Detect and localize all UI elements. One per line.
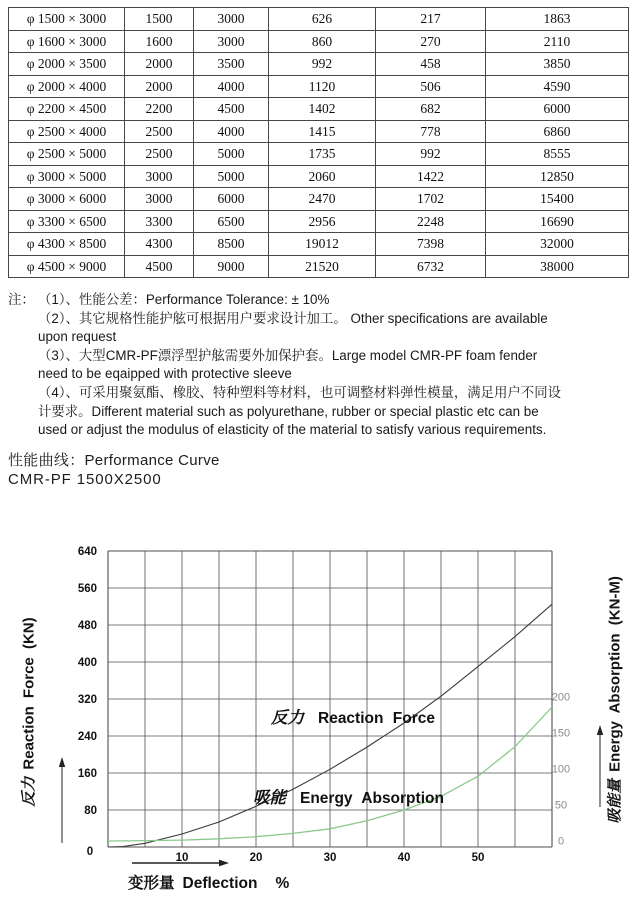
table-row	[9, 188, 629, 211]
table-cell: 860	[269, 30, 376, 53]
table-cell: 3000	[125, 188, 194, 211]
table-cell: 6500	[194, 210, 269, 233]
table-cell: 992	[376, 143, 486, 166]
x-tick-label: 50	[471, 852, 485, 864]
table-cell: 4590	[486, 75, 629, 98]
origin-tick-label: 0	[86, 846, 94, 858]
table-cell: 3000	[125, 165, 194, 188]
x-axis-title	[128, 871, 289, 893]
table-cell: 2000	[125, 53, 194, 76]
table-cell: φ 3000 × 5000	[9, 165, 125, 188]
table-cell: 5000	[194, 143, 269, 166]
x-tick-label: 20	[249, 852, 263, 864]
table-cell: 2470	[269, 188, 376, 211]
table-cell: 2500	[125, 143, 194, 166]
table-cell: 38000	[486, 255, 629, 278]
table-cell: 1735	[269, 143, 376, 166]
y-right-tick-label: 50	[554, 799, 568, 812]
x-axis-title-cn: 变形量	[128, 875, 175, 892]
table-cell: φ 4300 × 8500	[9, 233, 125, 256]
note-line: upon request	[38, 329, 117, 345]
table-cell: 778	[376, 120, 486, 143]
y-left-tick-label: 80	[84, 805, 97, 817]
table-cell: 6732	[376, 255, 486, 278]
reaction-label-cn: 反力	[271, 709, 304, 727]
table-cell: 32000	[486, 233, 629, 256]
table-cell: φ 4500 × 9000	[9, 255, 125, 278]
table-cell: 4000	[194, 75, 269, 98]
table-cell: φ 2000 × 3500	[9, 53, 125, 76]
table-cell: φ 2000 × 4000	[9, 75, 125, 98]
table-cell: 3850	[486, 53, 629, 76]
table-cell: φ 3300 × 6500	[9, 210, 125, 233]
y-right-tick-label: 150	[551, 727, 571, 740]
y-right-tick-label: 200	[551, 691, 571, 704]
x-tick-label: 10	[175, 852, 189, 864]
note-line: need to be eqaipped with protective sleeve	[38, 366, 292, 382]
table-row	[9, 233, 629, 256]
x-axis-title-en: Deflection	[182, 875, 258, 892]
table-cell: 2248	[376, 210, 486, 233]
table-cell: φ 2500 × 5000	[9, 143, 125, 166]
table-cell: 1702	[376, 188, 486, 211]
y-left-tick-label: 400	[77, 657, 97, 669]
note-line: （1）、性能公差：Performance Tolerance: ± 10%	[38, 292, 330, 307]
table-cell: 458	[376, 53, 486, 76]
table-cell: 6000	[486, 98, 629, 121]
table-cell: 1422	[376, 165, 486, 188]
table-cell: 6860	[486, 120, 629, 143]
x-tick-label: 30	[323, 852, 337, 864]
notes-lines	[38, 291, 632, 440]
y-left-axis-title-en: Reaction Force (KN)	[20, 617, 38, 770]
x-tick-label: 40	[397, 852, 411, 864]
performance-curve-heading: 性能曲线：Performance Curve	[8, 452, 220, 469]
table-cell: 506	[376, 75, 486, 98]
table-cell: 8500	[194, 233, 269, 256]
table-cell: 1402	[269, 98, 376, 121]
reaction-label-en: Reaction Force	[318, 710, 435, 727]
table-cell: 1863	[486, 8, 629, 31]
table-cell: 3500	[194, 53, 269, 76]
table-cell: 2060	[269, 165, 376, 188]
y-right-axis-title	[604, 576, 625, 824]
table-cell: 6000	[194, 188, 269, 211]
table-cell: 270	[376, 30, 486, 53]
table-row	[9, 120, 629, 143]
table-cell: 4300	[125, 233, 194, 256]
y-right-tick-label: 100	[551, 763, 571, 776]
table-cell: 992	[269, 53, 376, 76]
table-cell: 1415	[269, 120, 376, 143]
table-cell: 3000	[194, 30, 269, 53]
y-left-tick-label: 320	[77, 694, 97, 706]
table-cell: 2200	[125, 98, 194, 121]
table-row	[9, 30, 629, 53]
table-cell: 12850	[486, 165, 629, 188]
table-cell: 5000	[194, 165, 269, 188]
table-cell: 626	[269, 8, 376, 31]
table-cell: 7398	[376, 233, 486, 256]
table-row	[9, 75, 629, 98]
y-left-tick-label: 160	[77, 768, 97, 780]
note-line: 计要求。Different material such as polyurethane, rubber or special plastic etc can be	[38, 403, 539, 419]
table-cell: 15400	[486, 188, 629, 211]
y-right-tick-label: 0	[557, 835, 565, 848]
table-cell: 4500	[125, 255, 194, 278]
note-line: （4）、可采用聚氨酯、橡胶、特种塑料等材料，也可调整材料弹性模量，满足用户不同设	[38, 384, 561, 400]
table-cell: 1500	[125, 8, 194, 31]
table-cell: 1120	[269, 75, 376, 98]
notes-prefix: 注：	[8, 292, 35, 307]
y-left-tick-label: 240	[77, 731, 97, 743]
table-cell: 3300	[125, 210, 194, 233]
table-cell: 682	[376, 98, 486, 121]
table-cell: φ 2200 × 4500	[9, 98, 125, 121]
table-cell: 1600	[125, 30, 194, 53]
table-row	[9, 255, 629, 278]
table-cell: 2500	[125, 120, 194, 143]
reaction-force-curve-label	[271, 704, 435, 728]
table-row	[9, 143, 629, 166]
table-row	[9, 98, 629, 121]
table-cell: 4000	[194, 120, 269, 143]
y-right-axis-title-en: Energy Absorption (KN-M)	[606, 576, 624, 772]
table-cell: φ 3000 × 6000	[9, 188, 125, 211]
table-cell: 217	[376, 8, 486, 31]
table-cell: 16690	[486, 210, 629, 233]
y-right-axis-arrowhead	[597, 725, 603, 735]
y-left-tick-label: 480	[77, 620, 97, 632]
table-row	[9, 165, 629, 188]
y-left-axis-arrowhead	[59, 757, 65, 767]
y-left-tick-label: 640	[77, 546, 97, 558]
spec-table	[8, 7, 629, 278]
table-cell: 21520	[269, 255, 376, 278]
energy-label-en: Energy Absorption	[300, 790, 444, 807]
x-axis-title-percent: %	[275, 875, 290, 892]
table-cell: φ 1600 × 3000	[9, 30, 125, 53]
notes-section	[8, 291, 632, 440]
table-cell: φ 1500 × 3000	[9, 8, 125, 31]
table-cell: 19012	[269, 233, 376, 256]
note-line: （3）、大型CMR-PF漂浮型护舷需要外加保护套。Large model CMR-PF foam fender	[38, 347, 538, 363]
table-cell: 2110	[486, 30, 629, 53]
y-right-axis-title-cn: 吸能量	[606, 778, 624, 824]
performance-chart	[0, 530, 633, 901]
note-line: （2）、其它规格性能护舷可根据用户要求设计加工。 Other specifications are available	[38, 310, 548, 326]
table-cell: φ 2500 × 4000	[9, 120, 125, 143]
table-cell: 2956	[269, 210, 376, 233]
table-cell: 9000	[194, 255, 269, 278]
note-line: used or adjust the modulus of elasticity of the material to satisfy various requirements.	[38, 422, 547, 438]
table-row	[9, 210, 629, 233]
model-heading: CMR-PF 1500X2500	[8, 471, 162, 488]
table-cell: 8555	[486, 143, 629, 166]
table-row	[9, 8, 629, 31]
table-cell: 3000	[194, 8, 269, 31]
x-axis-arrowhead	[219, 860, 229, 867]
energy-absorption-curve-label	[253, 784, 444, 808]
table-cell: 4500	[194, 98, 269, 121]
y-left-tick-label: 560	[77, 583, 97, 595]
y-left-axis-title	[18, 617, 39, 806]
y-left-axis-title-cn: 反力	[20, 776, 38, 807]
energy-label-cn: 吸能	[253, 789, 286, 807]
table-row	[9, 53, 629, 76]
table-cell: 2000	[125, 75, 194, 98]
